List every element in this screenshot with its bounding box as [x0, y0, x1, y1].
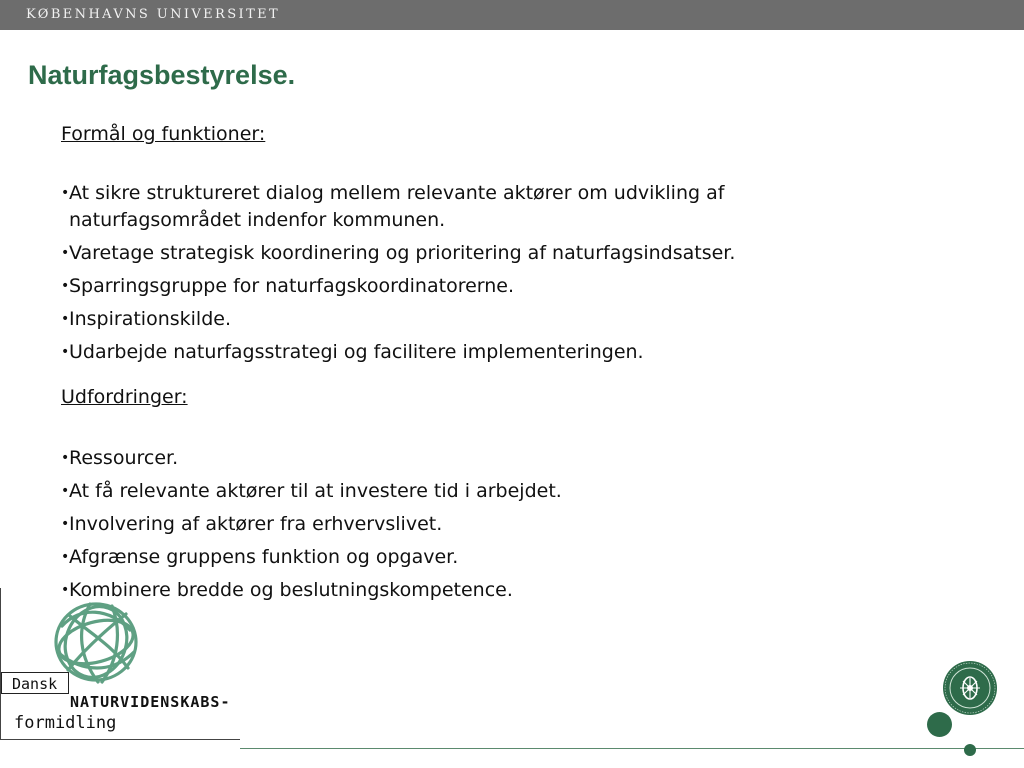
header-bar	[0, 0, 1024, 30]
decorative-dot-large	[927, 712, 952, 737]
slide-title: Naturfagsbestyrelse.	[28, 60, 296, 90]
footer-divider	[240, 748, 1024, 749]
logo-frame-bottom	[0, 739, 240, 740]
section-heading-purpose: Formål og funktioner:	[61, 123, 266, 145]
list-item: • Kombinere bredde og beslutningskompetence.	[61, 577, 891, 604]
logo-formidling-label: formidling	[14, 713, 117, 733]
logo-dansk-label: Dansk	[1, 672, 69, 694]
list-item: • Sparringsgruppe for naturfagskoordinatorerne.	[61, 273, 891, 300]
logo-naturvidenskabs-label: NATURVIDENSKABS-	[70, 693, 231, 711]
list-item: • Ressourcer.	[61, 445, 891, 472]
university-seal-icon	[942, 660, 998, 716]
university-name: KØBENHAVNS UNIVERSITET	[26, 7, 281, 22]
challenges-list	[61, 445, 891, 604]
dnf-logo	[0, 588, 240, 743]
decorative-dot-small	[964, 744, 976, 756]
list-item: • At sikre struktureret dialog mellem relevante aktører om udvikling af naturfagsområdet indenfor kommunen.	[61, 180, 891, 234]
slide-content	[61, 122, 891, 610]
list-item: • Inspirationskilde.	[61, 306, 891, 333]
logo-frame-left	[0, 588, 1, 740]
list-item: • Afgrænse gruppens funktion og opgaver.	[61, 544, 891, 571]
purpose-list	[61, 180, 891, 366]
list-item: • Udarbejde naturfagsstrategi og facilitere implementeringen.	[61, 339, 891, 366]
list-item: • At få relevante aktører til at investere tid i arbejdet.	[61, 478, 891, 505]
list-item: • Varetage strategisk koordinering og prioritering af naturfagsindsatser.	[61, 240, 891, 267]
section-heading-challenges: Udfordringer:	[61, 386, 188, 408]
list-item: • Involvering af aktører fra erhvervslivet.	[61, 511, 891, 538]
